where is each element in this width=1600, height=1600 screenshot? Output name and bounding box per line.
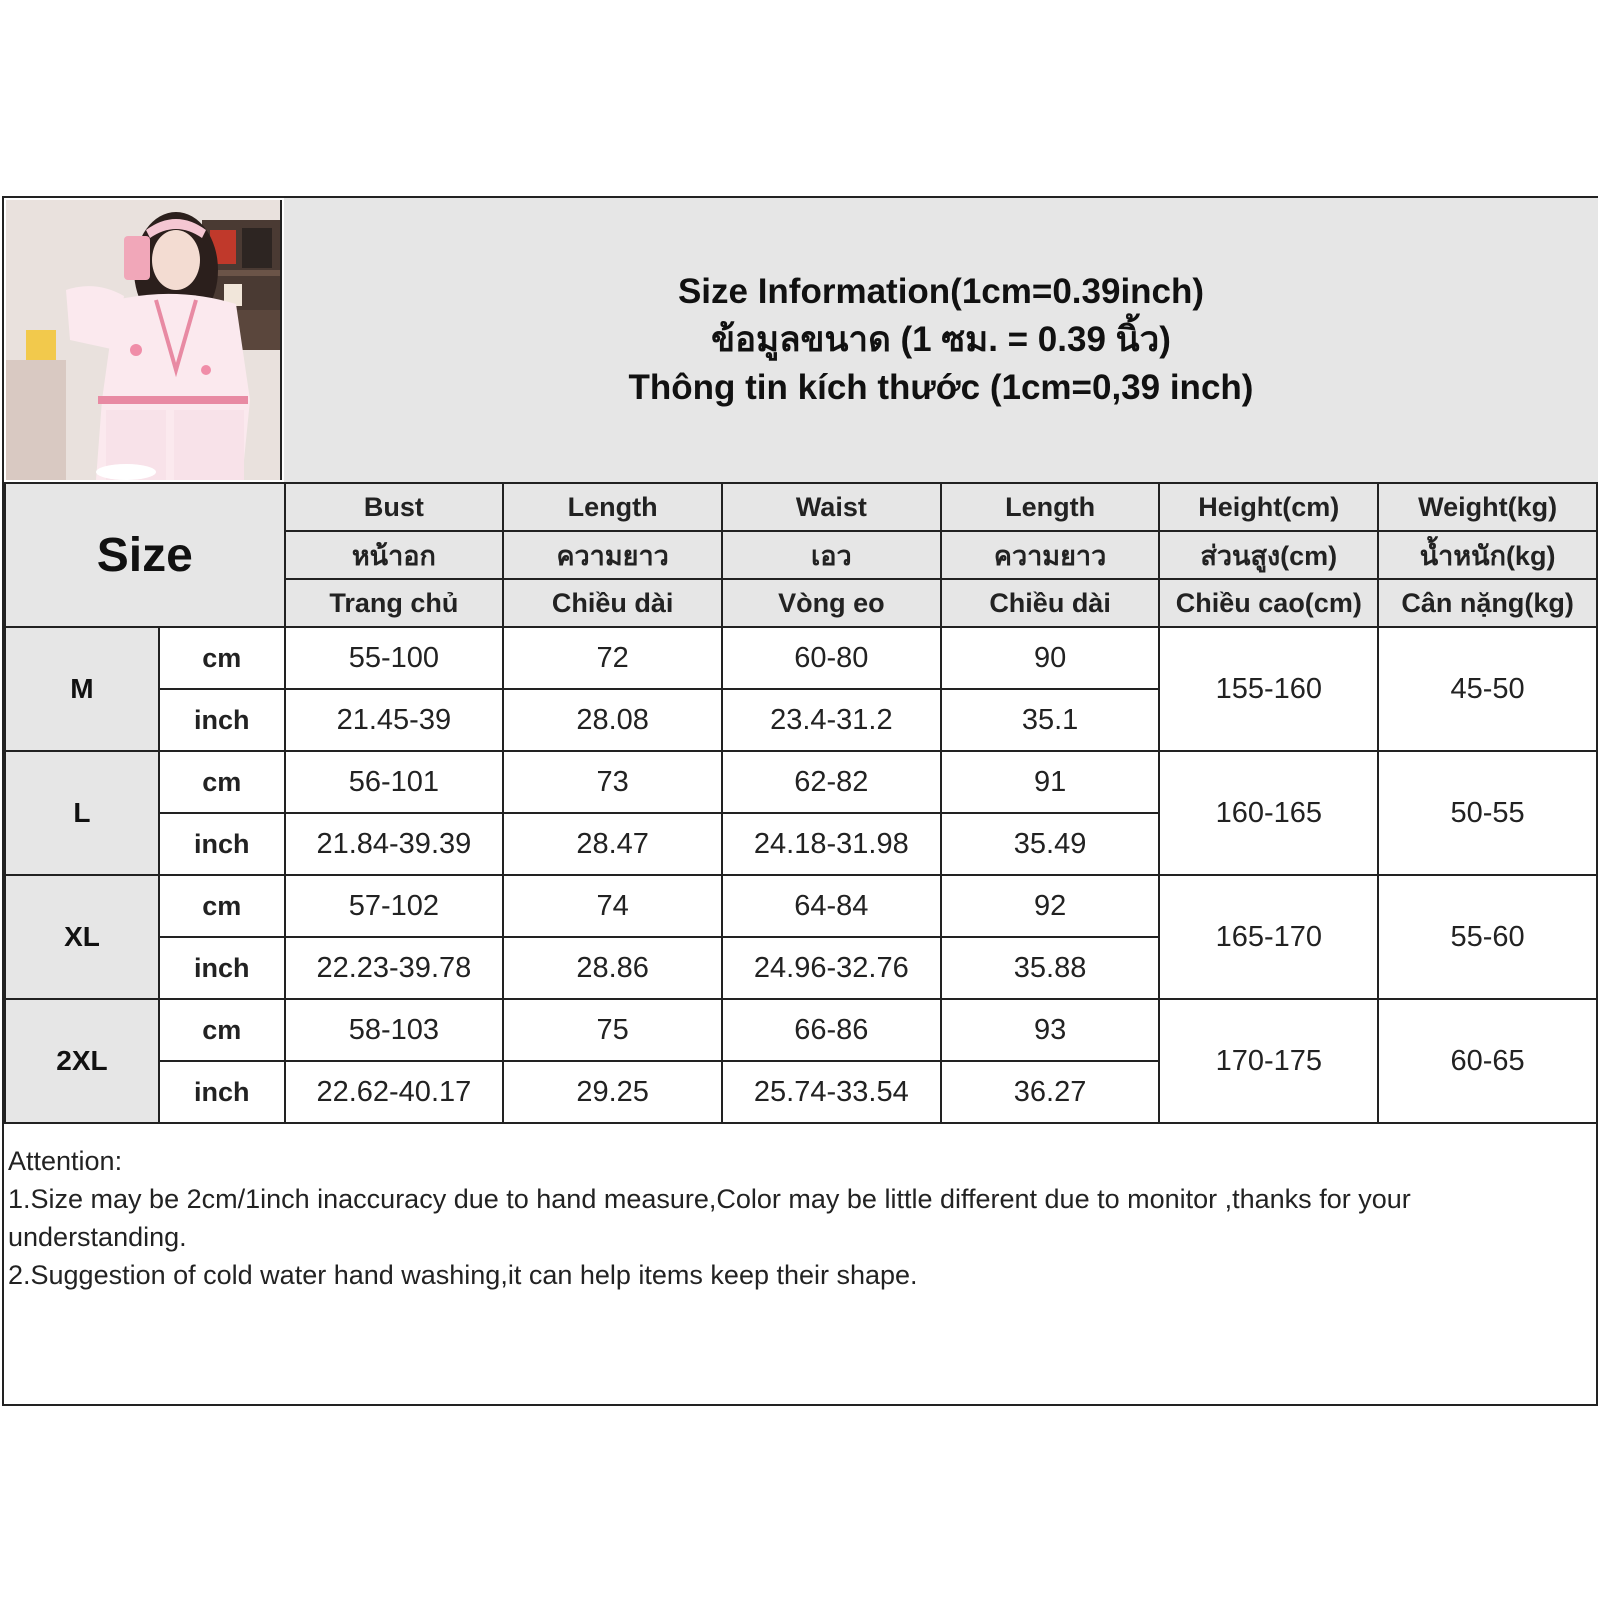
top-length-inch: 28.47	[503, 813, 722, 875]
size-table	[4, 482, 1598, 1124]
col-header-vi: Vòng eo	[722, 579, 941, 627]
col-header-th: ความยาว	[503, 531, 722, 579]
top-length-cm: 72	[503, 627, 722, 689]
bust-inch: 21.84-39.39	[285, 813, 504, 875]
size-name: XL	[5, 875, 159, 999]
col-header-vi: Chiều dài	[503, 579, 722, 627]
size-header: Size	[5, 483, 285, 627]
unit-label: cm	[159, 627, 285, 689]
waist-inch: 24.18-31.98	[722, 813, 941, 875]
title-thai: ข้อมูลขนาด (1 ซม. = 0.39 นิ้ว)	[711, 320, 1171, 359]
table-row	[5, 999, 1597, 1061]
bust-cm: 55-100	[285, 627, 504, 689]
table-row	[5, 875, 1597, 937]
title-block	[284, 198, 1598, 482]
top-length-inch: 28.08	[503, 689, 722, 751]
height-range: 165-170	[1159, 875, 1378, 999]
bust-cm: 56-101	[285, 751, 504, 813]
title-vietnamese: Thông tin kích thước (1cm=0,39 inch)	[628, 368, 1254, 407]
top-length-cm: 75	[503, 999, 722, 1061]
col-header-th: ส่วนสูง(cm)	[1159, 531, 1378, 579]
bust-inch: 22.62-40.17	[285, 1061, 504, 1123]
table-row	[5, 627, 1597, 689]
height-range: 155-160	[1159, 627, 1378, 751]
unit-label: inch	[159, 937, 285, 999]
weight-range: 50-55	[1378, 751, 1597, 875]
col-header-th: ความยาว	[941, 531, 1160, 579]
unit-label: inch	[159, 1061, 285, 1123]
unit-label: cm	[159, 875, 285, 937]
height-range: 170-175	[1159, 999, 1378, 1123]
col-header-th: หน้าอก	[285, 531, 504, 579]
pants-length-cm: 90	[941, 627, 1160, 689]
waist-cm: 66-86	[722, 999, 941, 1061]
pants-length-inch: 35.1	[941, 689, 1160, 751]
model-pajama-photo	[6, 200, 282, 480]
top-length-cm: 73	[503, 751, 722, 813]
col-header-vi: Chiều dài	[941, 579, 1160, 627]
col-header-en: Waist	[722, 483, 941, 531]
size-name: L	[5, 751, 159, 875]
waist-inch: 24.96-32.76	[722, 937, 941, 999]
pants-length-inch: 36.27	[941, 1061, 1160, 1123]
attention-notes	[8, 1142, 1588, 1294]
waist-inch: 25.74-33.54	[722, 1061, 941, 1123]
unit-label: inch	[159, 689, 285, 751]
weight-range: 45-50	[1378, 627, 1597, 751]
product-photo	[6, 200, 282, 480]
bust-cm: 58-103	[285, 999, 504, 1061]
pants-length-cm: 91	[941, 751, 1160, 813]
bust-cm: 57-102	[285, 875, 504, 937]
weight-range: 60-65	[1378, 999, 1597, 1123]
notes-heading: Attention:	[8, 1146, 123, 1176]
table-row	[5, 751, 1597, 813]
size-name: M	[5, 627, 159, 751]
col-header-th: เอว	[722, 531, 941, 579]
waist-cm: 64-84	[722, 875, 941, 937]
pants-length-cm: 93	[941, 999, 1160, 1061]
unit-label: cm	[159, 999, 285, 1061]
weight-range: 55-60	[1378, 875, 1597, 999]
pants-length-inch: 35.88	[941, 937, 1160, 999]
col-header-vi: Chiều cao(cm)	[1159, 579, 1378, 627]
top-length-inch: 29.25	[503, 1061, 722, 1123]
col-header-th: น้ำหนัก(kg)	[1378, 531, 1597, 579]
unit-label: cm	[159, 751, 285, 813]
note-item: 2.Suggestion of cold water hand washing,it can help items keep their shape.	[8, 1260, 918, 1290]
col-header-en: Bust	[285, 483, 504, 531]
col-header-en: Weight(kg)	[1378, 483, 1597, 531]
top-length-inch: 28.86	[503, 937, 722, 999]
col-header-en: Length	[941, 483, 1160, 531]
col-header-vi: Cân nặng(kg)	[1378, 579, 1597, 627]
height-range: 160-165	[1159, 751, 1378, 875]
waist-cm: 60-80	[722, 627, 941, 689]
col-header-en: Length	[503, 483, 722, 531]
pants-length-inch: 35.49	[941, 813, 1160, 875]
bust-inch: 22.23-39.78	[285, 937, 504, 999]
col-header-en: Height(cm)	[1159, 483, 1378, 531]
size-chart	[2, 196, 1598, 1406]
top-length-cm: 74	[503, 875, 722, 937]
bust-inch: 21.45-39	[285, 689, 504, 751]
title-english: Size Information(1cm=0.39inch)	[677, 272, 1205, 311]
waist-inch: 23.4-31.2	[722, 689, 941, 751]
pants-length-cm: 92	[941, 875, 1160, 937]
size-name: 2XL	[5, 999, 159, 1123]
note-item: 1.Size may be 2cm/1inch inaccuracy due to hand measure,Color may be little different due to monitor ,thanks for your understanding.	[8, 1184, 1411, 1252]
col-header-vi: Trang chủ	[285, 579, 504, 627]
unit-label: inch	[159, 813, 285, 875]
waist-cm: 62-82	[722, 751, 941, 813]
